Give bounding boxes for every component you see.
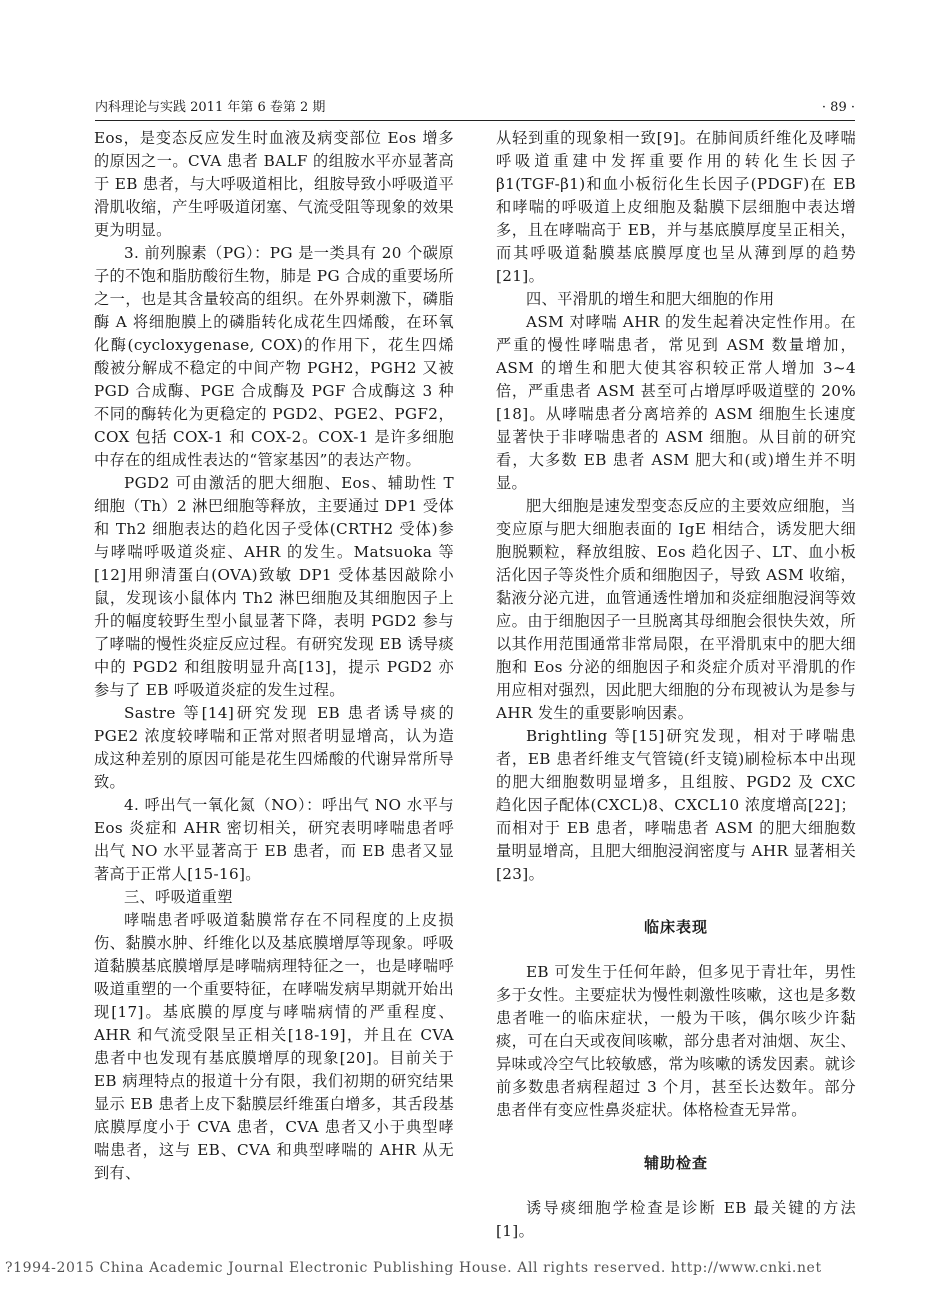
paragraph: 从轻到重的现象相一致[9]。在肺间质纤维化及哮喘呼吸道重建中发挥重要作用的转化生长因子 β1(TGF-β1)和血小板衍化生长因子(PDGF)在 EB 和哮喘的呼吸道上皮细胞及黏膜下层细胞中表达增多，且在哮喘高于 EB，并与基底膜厚度呈正相关，而其呼吸道黏膜基底膜厚度也呈从薄到厚的趋势[21]。 [496, 129, 856, 285]
paragraph: 诱导痰细胞学检查是诊断 EB 最关键的方法[1]。 [496, 1199, 856, 1240]
section-subheading: 三、呼吸道重塑 [124, 888, 233, 906]
copyright-footer: ?1994-2015 China Academic Journal Electronic Publishing House. All rights reserved. http://www.cnki.net [5, 1260, 822, 1276]
section-heading: 临床表现 [643, 918, 708, 936]
section-heading: 辅助检查 [643, 1154, 708, 1172]
paragraph: Sastre 等[14]研究发现 EB 患者诱导痰的 PGE2 浓度较哮喘和正常对照者明显增高，认为造成这种差别的原因可能是花生四烯酸的代谢异常所导致。 [94, 704, 454, 791]
paragraph: Eos，是变态反应发生时血液及病变部位 Eos 增多的原因之一。CVA 患者 BALF 的组胺水平亦显著高于 EB 患者，与大呼吸道相比，组胺导致小呼吸道平滑肌收缩，产生呼吸道闭塞、气流受阻等现象的效果更为明显。 [94, 129, 454, 239]
paragraph: 3. 前列腺素（PG）：PG 是一类具有 20 个碳原子的不饱和脂肪酸衍生物，肺是 PG 合成的重要场所之一，也是其含量较高的组织。在外界刺激下，磷脂酶 A 将细胞膜上的磷脂转化成花生四烯酸，在环氧化酶(cycloxygenase, COX)的作用下，花生四烯酸被分解成不稳定的中间产物 PGH2，PGH2 又被 PGD 合成酶、PGE 合成酶及 PGF 合成酶这 3 种不同的酶转化为更稳定的 PGD2、PGE2、PGF2，COX 包括 COX-1 和 COX-2。COX-1 是许多细胞中存在的组成性表达的“管家基因”的表达产物。 [94, 244, 454, 469]
page-number: · 89 · [821, 100, 855, 115]
running-header [95, 98, 855, 121]
paragraph: ASM 对哮喘 AHR 的发生起着决定性作用。在严重的慢性哮喘患者，常见到 ASM 数量增加，ASM 的增生和肥大使其容积较正常人增加 3~4 倍，严重患者 ASM 甚至可占增厚呼吸道壁的 20%[18]。从哮喘患者分离培养的 ASM 细胞生长速度显著快于非哮喘患者的 ASM 细胞。从目前的研究看，大多数 EB 患者 ASM 肥大和(或)增生并不明显。 [496, 313, 856, 492]
paragraph: 哮喘患者呼吸道黏膜常存在不同程度的上皮损伤、黏膜水肿、纤维化以及基底膜增厚等现象。呼吸道黏膜基底膜增厚是哮喘病理特征之一，也是哮喘呼吸道重塑的一个重要特征，在哮喘发病早期就开始出现[17]。基底膜的厚度与哮喘病情的严重程度、AHR 和气流受限呈正相关[18-19]，并且在 CVA 患者中也发现有基底膜增厚的现象[20]。目前关于 EB 病理特点的报道十分有限，我们初期的研究结果显示 EB 患者上皮下黏膜层纤维蛋白增多，其舌段基底膜厚度小于 CVA 患者，CVA 患者又小于典型哮喘患者，这与 EB、CVA 和典型哮喘的 AHR 从无到有、 [94, 911, 454, 1182]
paragraph: 4. 呼出气一氧化氮（NO）：呼出气 NO 水平与 Eos 炎症和 AHR 密切相关，研究表明哮喘患者呼出气 NO 水平显著高于 EB 患者，而 EB 患者又显著高于正常人[15-16]。 [94, 796, 454, 883]
left-column [94, 127, 454, 1185]
paragraph: Brightling 等[15]研究发现，相对于哮喘患者，EB 患者纤维支气管镜(纤支镜)刷检标本中出现的肥大细胞数明显增多，且组胺、PGD2 及 CXC 趋化因子配体(CXCL)8、CXCL10 浓度增高[22]；而相对于 EB 患者，哮喘患者 ASM 的肥大细胞数量明显增高，且肥大细胞浸润密度与 AHR 显著相关[23]。 [496, 727, 856, 883]
paragraph: 肥大细胞是速发型变态反应的主要效应细胞，当变应原与肥大细胞表面的 IgE 相结合，诱发肥大细胞脱颗粒，释放组胺、Eos 趋化因子、LT、血小板活化因子等炎性介质和细胞因子，导致 ASM 收缩，黏液分泌亢进，血管通透性增加和炎症细胞浸润等效应。由于细胞因子一旦脱离其母细胞会很快失效，所以其作用范围通常非常局限，在平滑肌束中的肥大细胞和 Eos 分泌的细胞因子和炎症介质对平滑肌的作用应相对强烈，因此肥大细胞的分布现被认为是参与 AHR 发生的重要影响因素。 [496, 497, 856, 722]
journal-title: 内科理论与实践 2011 年第 6 卷第 2 期 [95, 100, 326, 115]
right-column [496, 127, 856, 1243]
section-subheading: 四、平滑肌的增生和肥大细胞的作用 [526, 290, 775, 308]
paragraph: PGD2 可由激活的肥大细胞、Eos、辅助性 T 细胞（Th）2 淋巴细胞等释放，主要通过 DP1 受体和 Th2 细胞表达的趋化因子受体(CRTH2 受体)参与哮喘呼吸道炎症、AHR 的发生。Matsuoka 等[12]用卵清蛋白(OVA)致敏 DP1 受体基因敲除小鼠，发现该小鼠体内 Th2 淋巴细胞及其细胞因子上升的幅度较野生型小鼠显著下降，表明 PGD2 参与了哮喘的慢性炎症反应过程。有研究发现 EB 诱导痰中的 PGD2 和组胺明显升高[13]，提示 PGD2 亦参与了 EB 呼吸道炎症的发生过程。 [94, 474, 454, 699]
paragraph: EB 可发生于任何年龄，但多见于青壮年，男性多于女性。主要症状为慢性刺激性咳嗽，这也是多数患者唯一的临床症状，一般为干咳，偶尔咳少许黏痰，可在白天或夜间咳嗽，部分患者对油烟、灰尘、异味或冷空气比较敏感，常为咳嗽的诱发因素。就诊前多数患者病程超过 3 个月，甚至长达数年。部分患者伴有变应性鼻炎症状。体格检查无异常。 [496, 963, 856, 1119]
